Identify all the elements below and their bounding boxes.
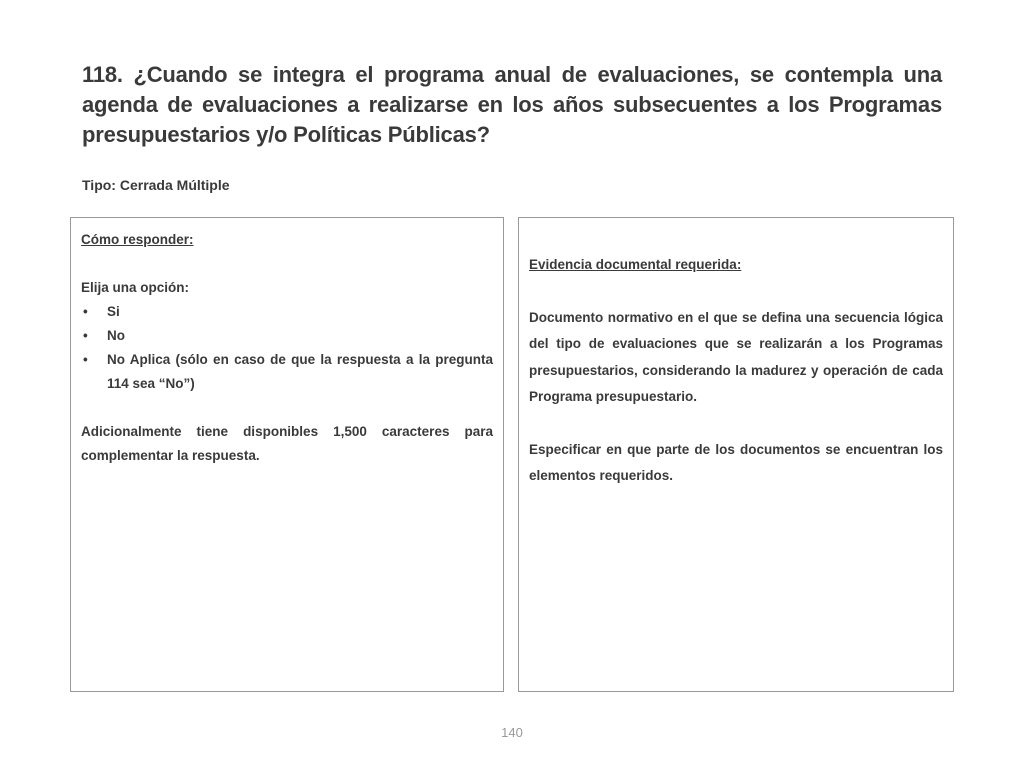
- option-note: (sólo en caso de que la respuesta a la pregunta 114 sea “No”): [107, 352, 494, 391]
- how-to-answer-heading: Cómo responder:: [81, 232, 194, 247]
- how-to-answer-box: [70, 217, 504, 692]
- option-label: No Aplica: [107, 352, 171, 367]
- required-evidence-box: [518, 217, 954, 692]
- additional-info-text: Adicionalmente tiene disponibles 1,500 caracteres para complementar la respuesta.: [81, 424, 493, 463]
- option-label: No: [107, 328, 125, 343]
- option-item-si: [81, 300, 493, 324]
- instruction-text: Elija una opción:: [81, 280, 190, 295]
- option-label: Si: [107, 304, 120, 319]
- page-number: 140: [501, 725, 523, 740]
- option-item-no: [81, 324, 493, 348]
- question-title: 118. ¿Cuando se integra el programa anual de evaluaciones, se contempla una agenda de evaluaciones a realizarse en los años subsecuentes a los Programas presupuestarios y/o Políticas Públicas?: [82, 62, 942, 147]
- bullet-icon: •: [83, 304, 88, 319]
- evidence-paragraph-1: Documento normativo en el que se defina una secuencia lógica del tipo de evaluaciones que se realizarán a los Programas presupuestarios, considerando la madurez y operación de cada Programa presupuestario.: [529, 309, 943, 404]
- evidence-heading: Evidencia documental requerida:: [529, 257, 742, 272]
- option-item-no-aplica: [81, 348, 493, 396]
- question-type: Tipo: Cerrada Múltiple: [82, 177, 230, 193]
- evidence-paragraph-2: Especificar en que parte de los documentos se encuentran los elementos requeridos.: [529, 441, 943, 483]
- options-list: [81, 300, 493, 396]
- bullet-icon: •: [83, 328, 88, 343]
- bullet-icon: •: [83, 352, 88, 367]
